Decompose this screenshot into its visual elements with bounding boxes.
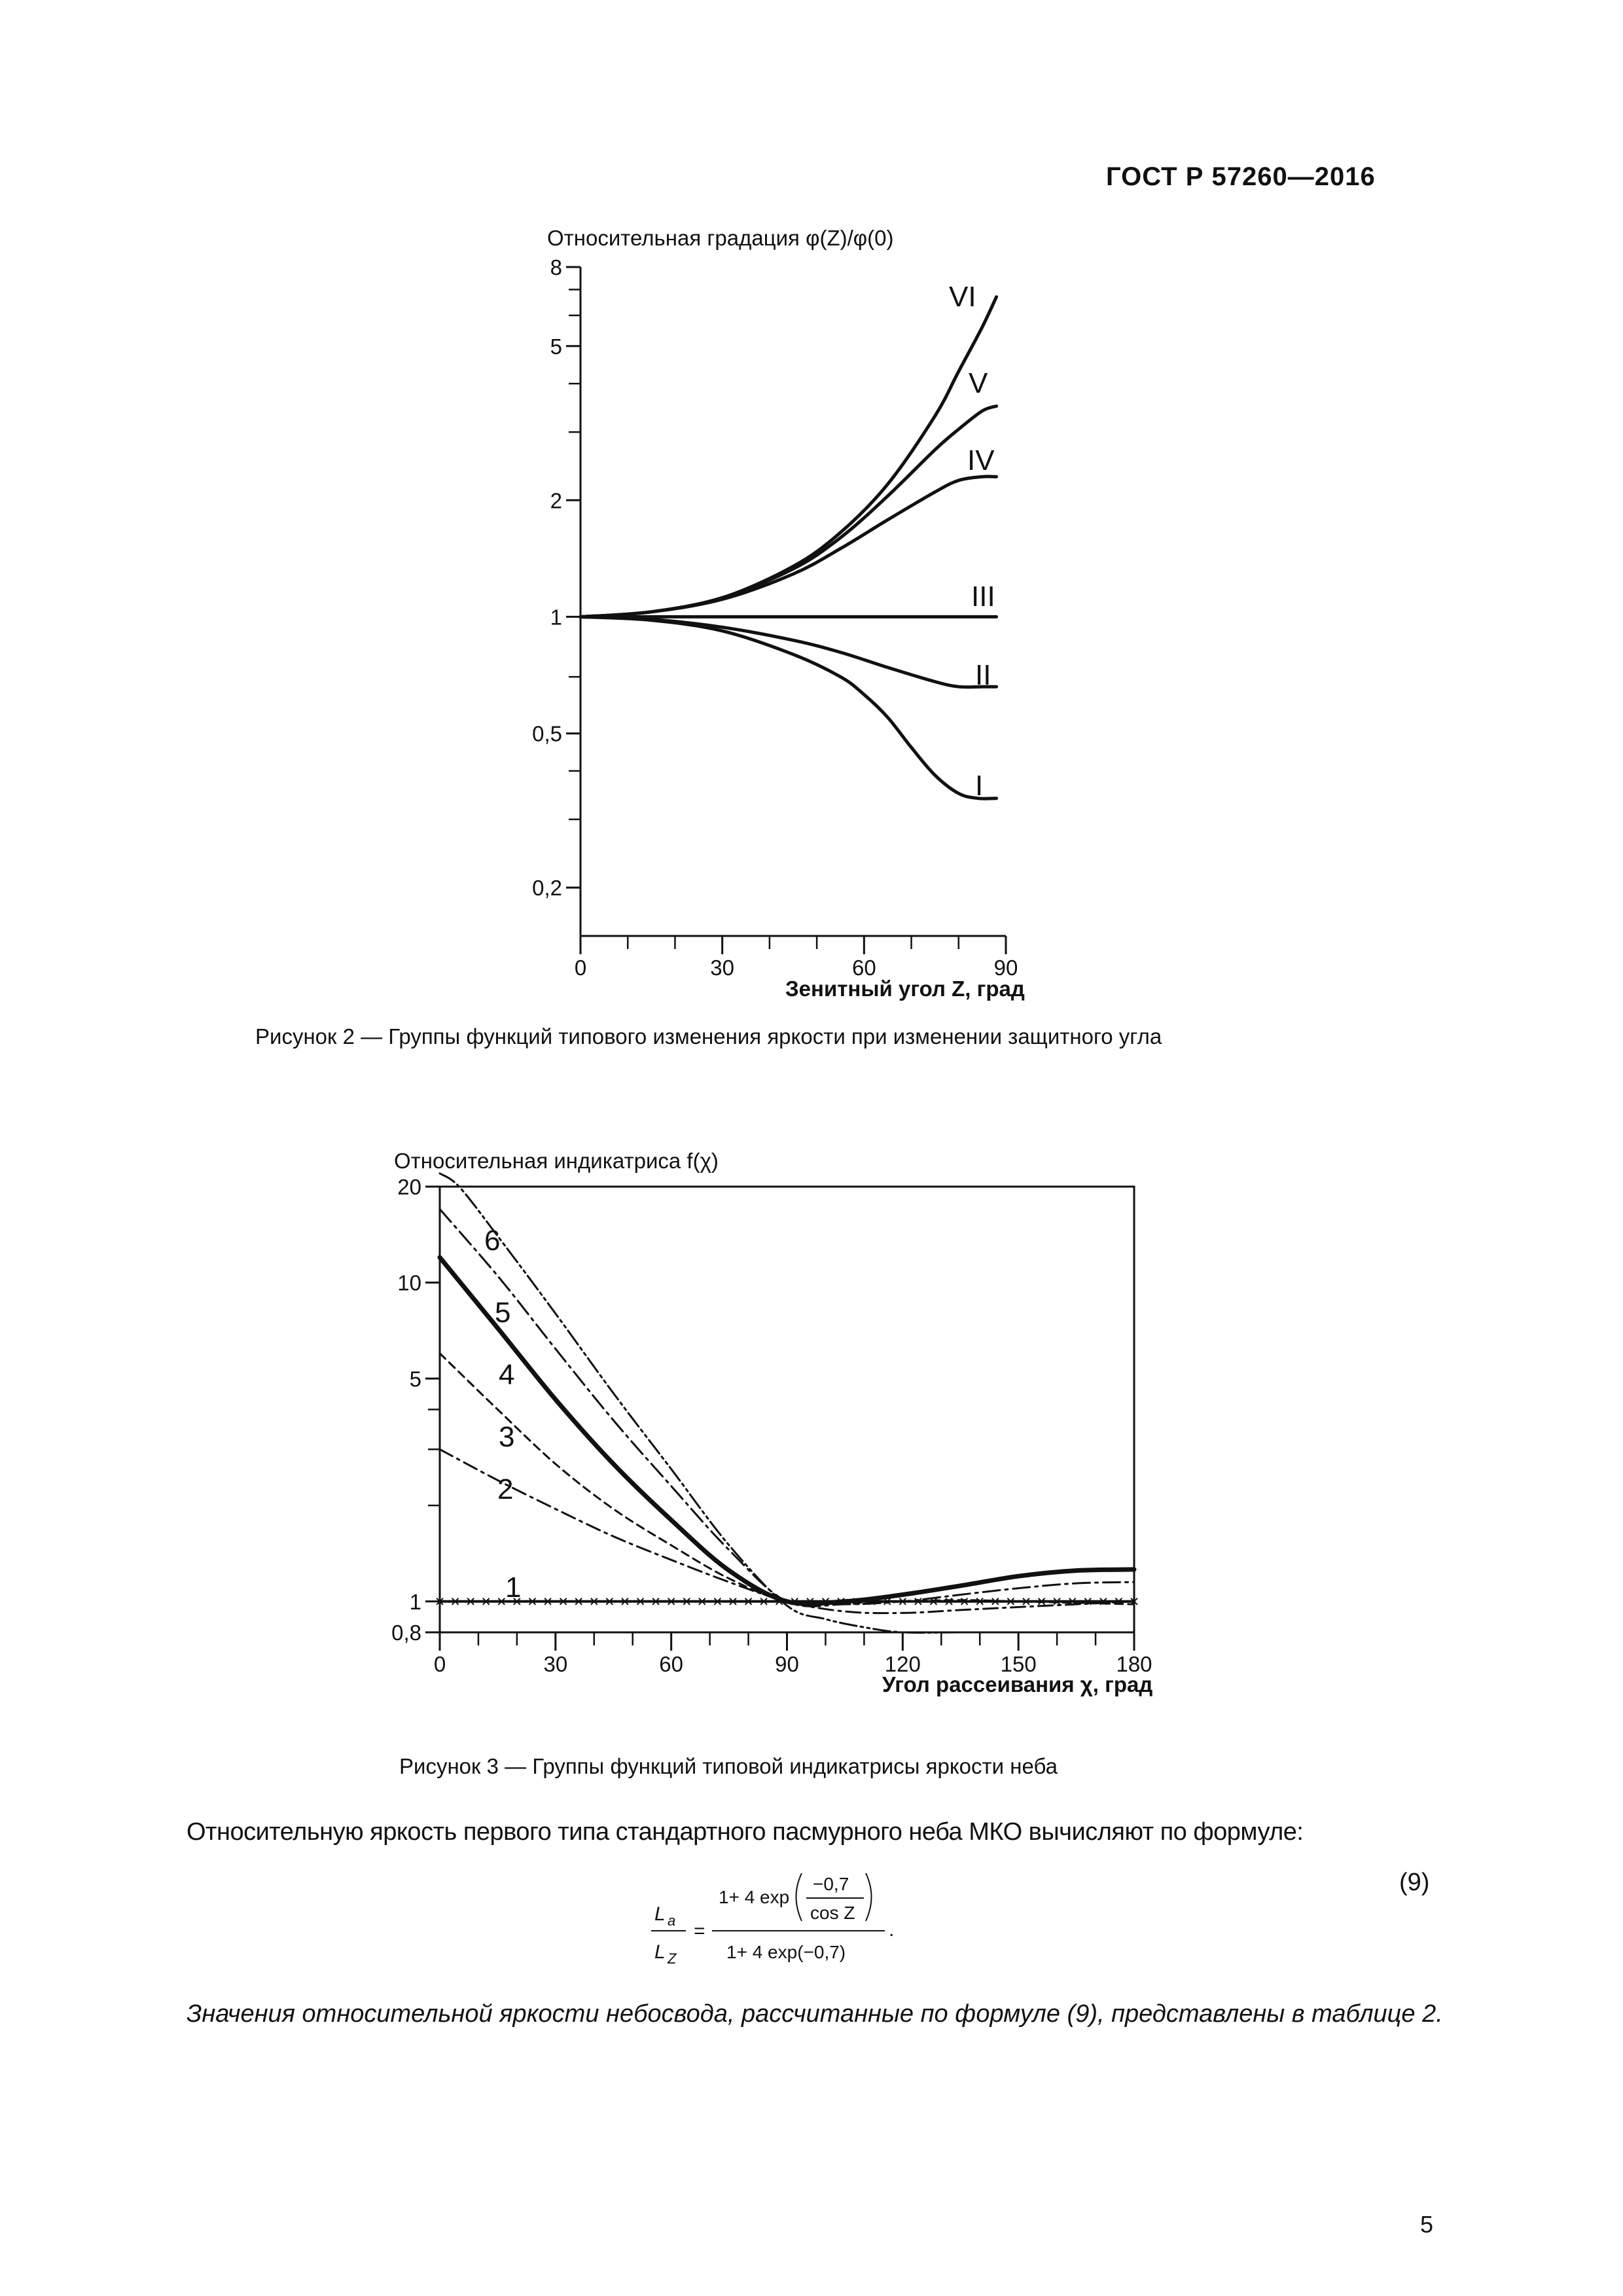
figure3-plot-frame [440,1187,1134,1632]
formula-lhs-denominator: L [654,1941,666,1963]
figure2-y-tick-label: 0,2 [532,876,562,901]
figure3-series-label-1: 1 [505,1571,522,1604]
figure2-x-tick-label: 0 [574,956,587,980]
figure3-y-tick-label: 20 [397,1175,421,1199]
figure2-series-label-V: V [969,367,988,399]
figure3-x-axis-label: Угол рассеивания χ, град [882,1672,1153,1696]
formula-right-paren [866,1873,872,1921]
figure2-y-tick-label: 8 [550,255,562,279]
figure3-y-axis-title: Относительная индикатриса f(χ) [394,1149,719,1173]
figure3-x-tick-label: 30 [543,1652,568,1676]
figure2-x-axis-label: Зенитный угол Z, град [785,977,1025,1001]
figure3-series-label-3: 3 [499,1421,515,1453]
figure2-series-VI [580,297,997,617]
figure3-x-tick-label: 0 [433,1652,446,1676]
figure3-series-2 [440,1449,1134,1613]
formula-9 [641,1859,916,1983]
formula-period: . [889,1919,895,1941]
formula-inner-numerator: −0,7 [813,1874,849,1894]
formula-numerator-part: 1+ 4 exp [719,1887,790,1907]
figure3-series-5 [440,1209,1134,1606]
figure3-y-tick-label: 0,8 [391,1621,421,1645]
formula-equals: = [694,1920,705,1942]
figure3-series-label-5: 5 [495,1297,511,1329]
figure2-y-axis-title: Относительная градация φ(Z)/φ(0) [547,226,894,250]
standard-code: ГОСТ Р 57260—2016 [1106,162,1376,191]
figure2-y-tick-label: 5 [550,334,562,359]
formula-inner-denominator: cos Z [810,1903,855,1923]
formula-lhs-numerator: L [654,1903,666,1925]
note-paragraph: Значения относительной яркости небосвода, рассчитанные по формуле (9), представлены в таблице 2. [187,2000,1443,2028]
figure3-x-tick-label: 180 [1116,1652,1152,1676]
figure3-x-tick-label: 60 [659,1652,684,1676]
figure2-series-label-IV: IV [967,444,995,476]
formula-lhs-denominator-sub: Z [668,1950,677,1967]
figure3-series-6 [440,1174,1134,1633]
figure3-x-tick-label: 150 [1000,1652,1037,1676]
formula-denominator: 1+ 4 exp(−0,7) [726,1942,846,1962]
figure2-series-IV [580,476,997,617]
formula-lhs-numerator-sub: a [668,1912,676,1929]
figure2-x-tick-label: 90 [993,956,1018,980]
figure2-y-tick-label: 0,5 [532,721,562,746]
formula-intro-paragraph: Относительную яркость первого типа стандартного пасмурного неба МКО вычисляют по формуле: [187,1818,1304,1846]
figure2-y-tick-label: 2 [550,488,562,513]
figure3-series-label-6: 6 [484,1225,501,1257]
figure2-series-label-II: II [975,659,991,691]
figure3-y-tick-label: 10 [397,1270,421,1295]
figure3-series-label-2: 2 [497,1473,514,1505]
figure3-chart [0,1113,1623,1702]
figure2-y-tick-label: 1 [550,605,562,630]
figure2-caption: Рисунок 2 — Группы функций типового изменения яркости при изменении защитного угла [255,1024,1162,1049]
figure3-x-tick-label: 120 [884,1652,921,1676]
figure2-series-V [580,406,997,617]
figure2-chart [0,0,1623,1021]
figure3-series-3 [440,1354,1134,1604]
figure3-x-tick-label: 90 [775,1652,799,1676]
figure3-y-tick-label: 5 [409,1367,421,1391]
figure2-x-tick-label: 30 [710,956,735,980]
figure3-y-tick-label: 1 [409,1589,421,1614]
figure2-series-I [580,617,997,798]
page-number: 5 [1420,2211,1434,2238]
figure2-series-label-VI: VI [949,281,976,313]
figure2-series-label-I: I [975,770,984,802]
figure3-series-4 [440,1257,1134,1604]
formula-left-paren [796,1873,802,1921]
equation-number: (9) [1399,1869,1430,1896]
figure3-series-label-4: 4 [499,1359,515,1391]
figure3-caption: Рисунок 3 — Группы функций типовой индикатрисы яркости неба [399,1754,1058,1778]
figure2-series-label-III: III [971,581,995,613]
figure2-x-tick-label: 60 [851,956,876,980]
